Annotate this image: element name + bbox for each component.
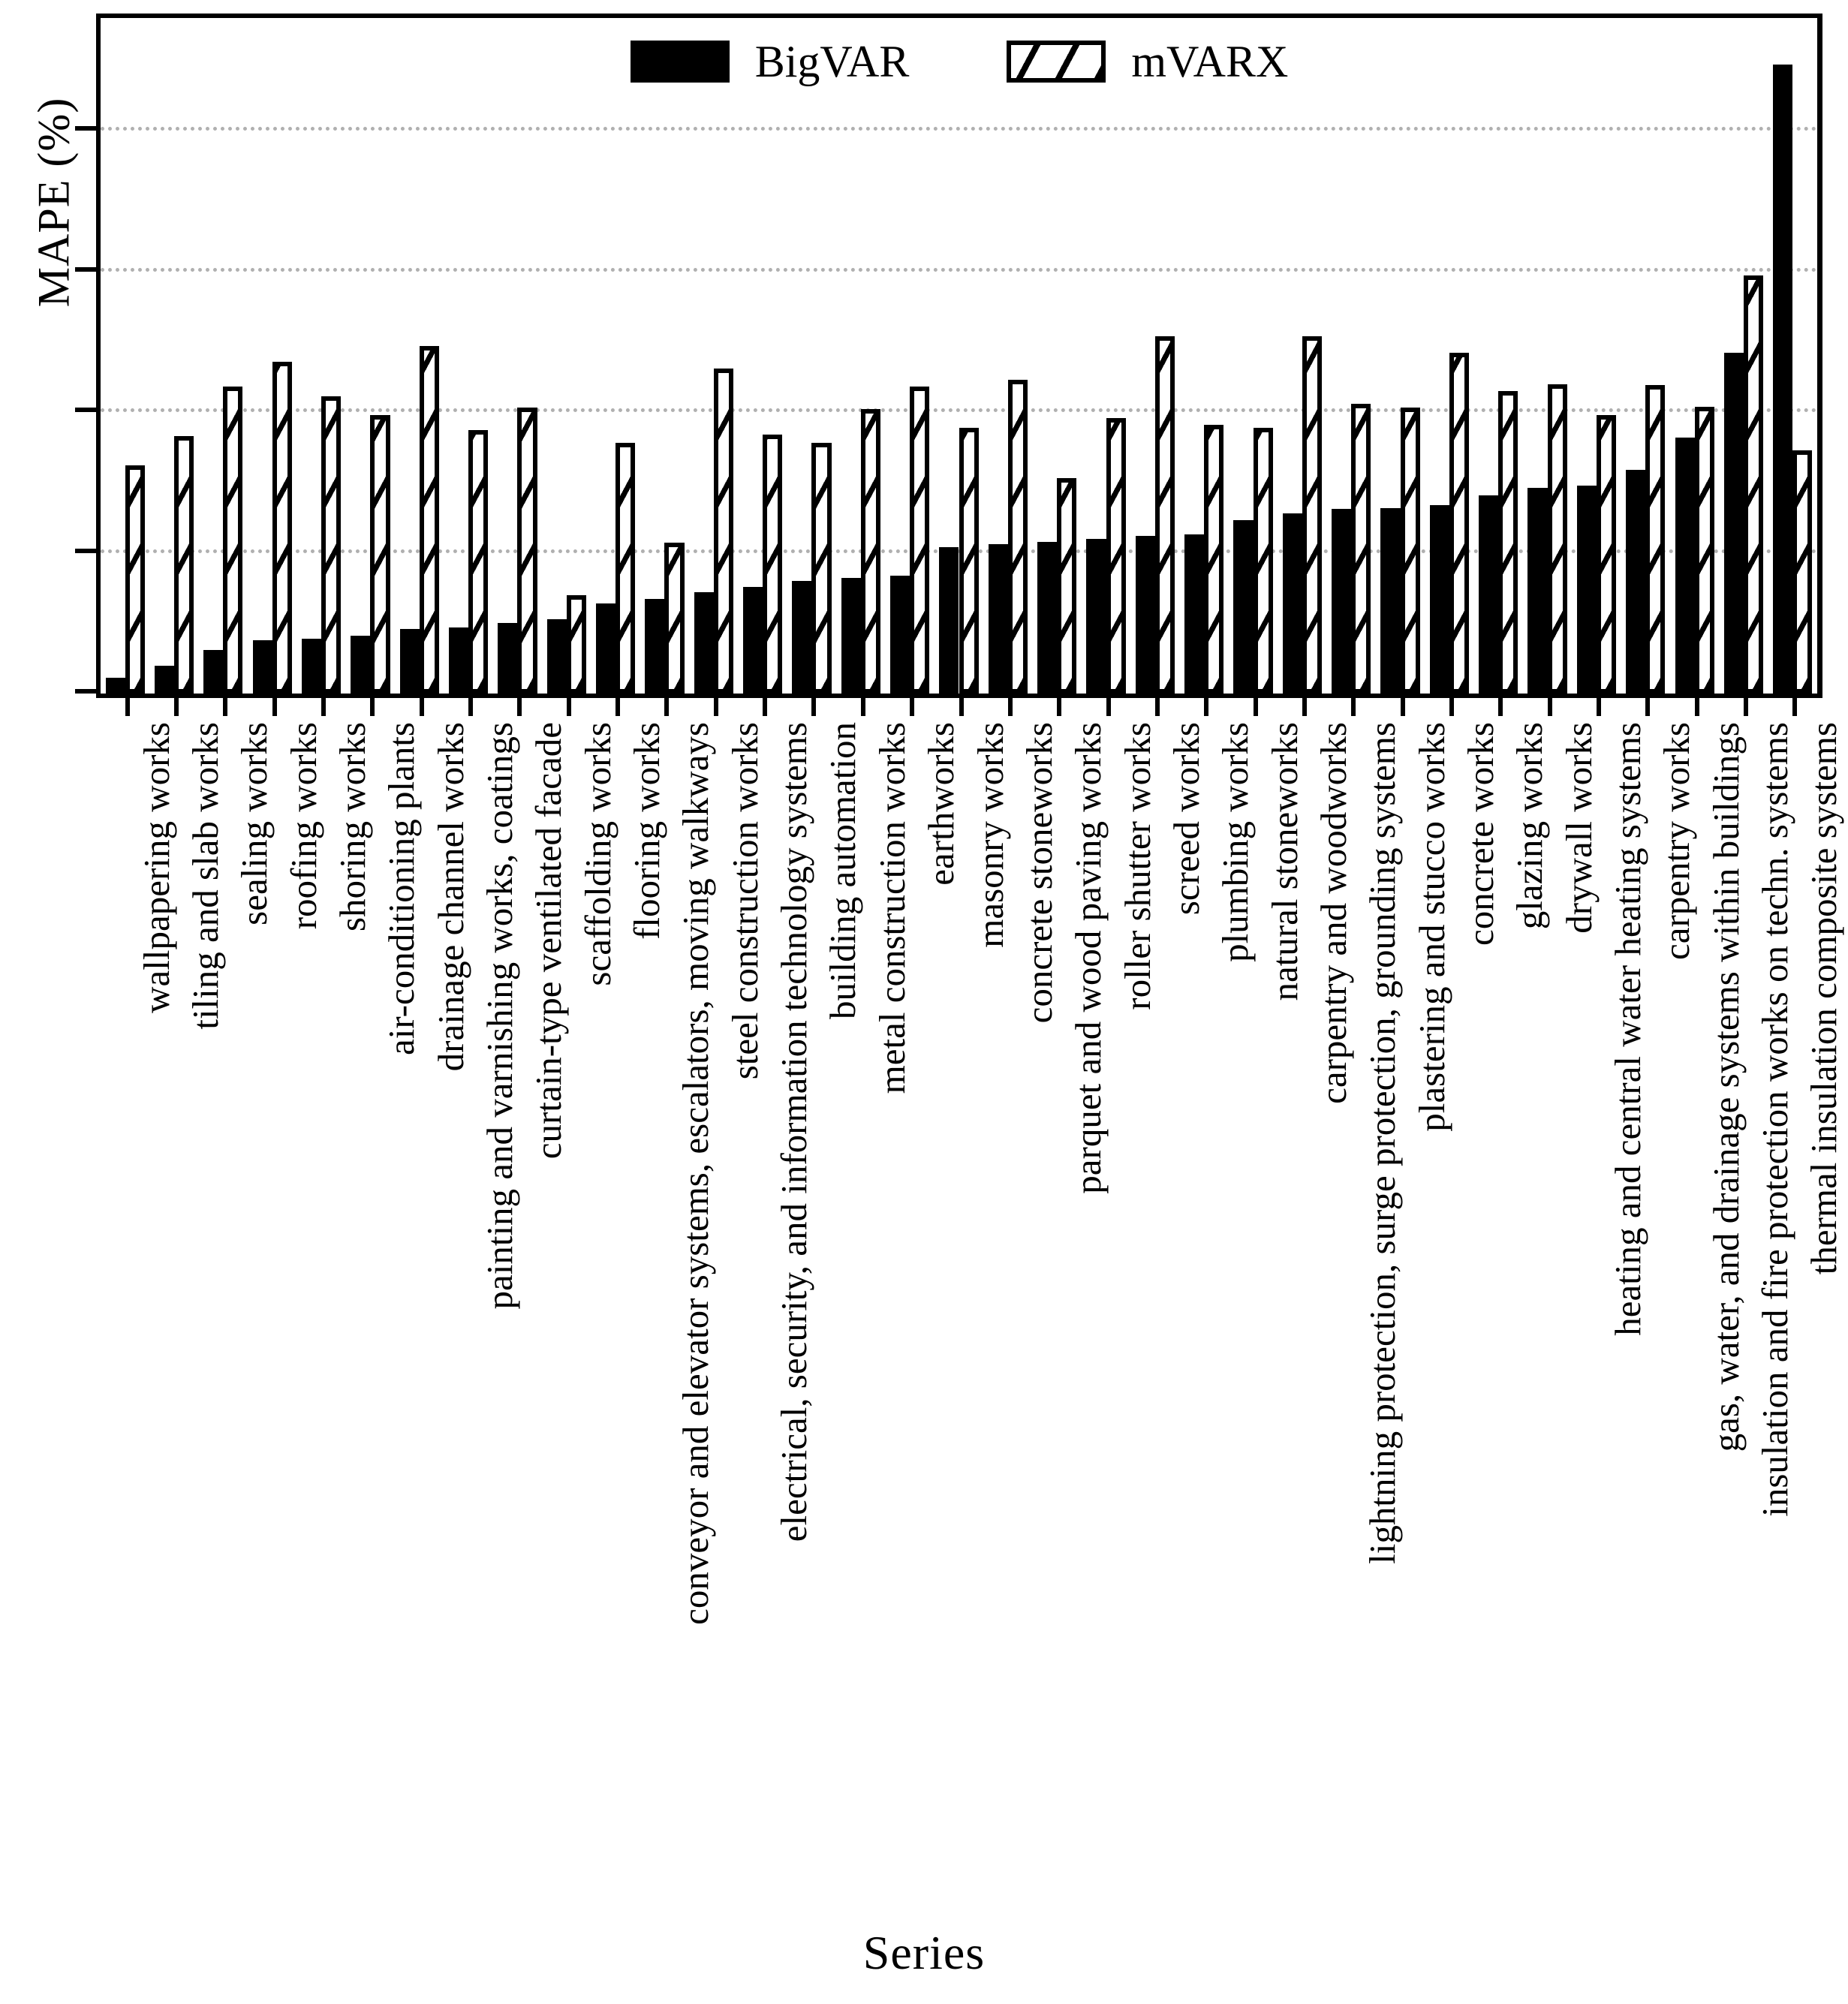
x-axis-tick [321,694,326,716]
x-axis-tick [1155,694,1160,716]
x-axis-tick-label: concrete works [1459,722,1501,946]
x-axis-tick [714,694,718,716]
x-axis-tick-label: concrete stoneworks [1018,722,1060,1024]
x-axis-tick [1302,694,1307,716]
x-axis-tick [517,694,522,716]
x-axis-tick [811,694,816,716]
x-axis-tick [1254,694,1258,716]
x-axis-tick [174,694,179,716]
legend-label: BigVAR [754,37,910,86]
x-axis-tick-label: sealing works [233,722,275,925]
x-axis-tick [1401,694,1405,716]
bar-bigvar [1773,65,1792,694]
x-axis-tick-label: carpentry works [1656,722,1698,961]
x-axis-tick-label: scaffolding works [576,722,619,986]
x-axis-tick [125,694,130,716]
x-axis-tick-label: carpentry and woodworks [1312,722,1354,1104]
x-axis-tick [1204,694,1208,716]
x-axis-tick [959,694,964,716]
x-axis-tick-label: thermal insulation composite systems [1803,722,1845,1275]
x-axis-tick-label: steel construction works [724,722,766,1080]
x-axis-tick [1548,694,1552,716]
x-axis-tick [1351,694,1356,716]
x-axis-tick-label: lightning protection, surge protection, grounding systems [1362,722,1404,1564]
x-axis-tick-label: heating and central water heating systems [1606,722,1648,1336]
y-axis-tick [75,549,101,553]
x-axis-tick [1057,694,1061,716]
x-axis-tick [1106,694,1111,716]
x-axis-tick [468,694,473,716]
x-axis-tick [1008,694,1013,716]
x-axis-tick [272,694,277,716]
x-axis-tick-label: conveyor and elevator systems, escalators, moving walkways [675,722,717,1625]
x-axis-tick-label: masonry works [969,722,1011,948]
x-axis-tick-label: roofing works [282,722,324,930]
x-axis-tick-label: glazing works [1509,722,1551,930]
x-axis-tick-label: screed works [1165,722,1207,916]
x-axis-tick-label: gas, water, and drainage systems within buildings [1705,722,1747,1452]
x-axis-tick [420,694,424,716]
x-axis-tick-label: curtain-type ventilated facade [528,722,570,1160]
x-axis-tick-label: wallpapering works [135,722,177,1013]
legend-label: mVARX [1131,37,1289,86]
y-axis-title: MAPE (%) [29,97,79,308]
x-axis-tick-label: electrical, security, and information technology systems [773,722,815,1542]
x-axis-tick [1597,694,1601,716]
bar-group [101,18,1817,694]
x-axis-tick-label: building automation [822,722,864,1020]
y-axis-tick [75,689,101,694]
x-axis-tick [370,694,375,716]
bar-mvarx [1792,450,1812,694]
x-axis-tick [763,694,767,716]
x-axis-tick [1695,694,1699,716]
x-axis-tick [615,694,620,716]
x-axis-tick [910,694,914,716]
x-axis-tick-label: plastering and stucco works [1410,722,1452,1132]
y-axis-tick [75,267,101,272]
x-axis-tick [223,694,227,716]
x-axis-tick-label: parquet and wood paving works [1067,722,1109,1194]
x-axis-tick [861,694,865,716]
x-axis-tick-label: tiling and slab works [185,722,226,1030]
x-axis-tick [1744,694,1748,716]
y-axis-tick [75,126,101,131]
x-axis-tick-labels [96,722,1845,1923]
x-axis-tick [567,694,571,716]
plot-area [96,14,1822,698]
x-axis-tick [1792,694,1797,716]
x-axis-title: Series [862,1926,986,1979]
x-axis-tick [1645,694,1650,716]
x-axis-tick-label: insulation and fire protection works on techn. systems [1753,722,1795,1517]
x-axis-tick-label: shoring works [332,722,374,932]
x-axis-tick-label: roller shutter works [1116,722,1158,1010]
x-axis-tick-label: metal construction works [871,722,913,1094]
x-axis-tick-label: drainage channel works [429,722,471,1072]
x-axis-tick-label: earthworks [920,722,962,886]
x-axis-tick-label: flooring works [626,722,668,940]
x-axis-tick-label: plumbing works [1214,722,1257,962]
y-axis-tick [75,408,101,412]
x-axis-tick [664,694,669,716]
x-axis-tick-label: painting and varnishing works, coatings [479,722,521,1310]
x-axis-tick-label: natural stoneworks [1263,722,1305,1001]
x-axis-tick [1449,694,1454,716]
x-axis-tick [1498,694,1503,716]
x-axis-tick-label: air-conditioning plants [381,722,423,1056]
x-axis-tick-label: drywall works [1558,722,1600,934]
